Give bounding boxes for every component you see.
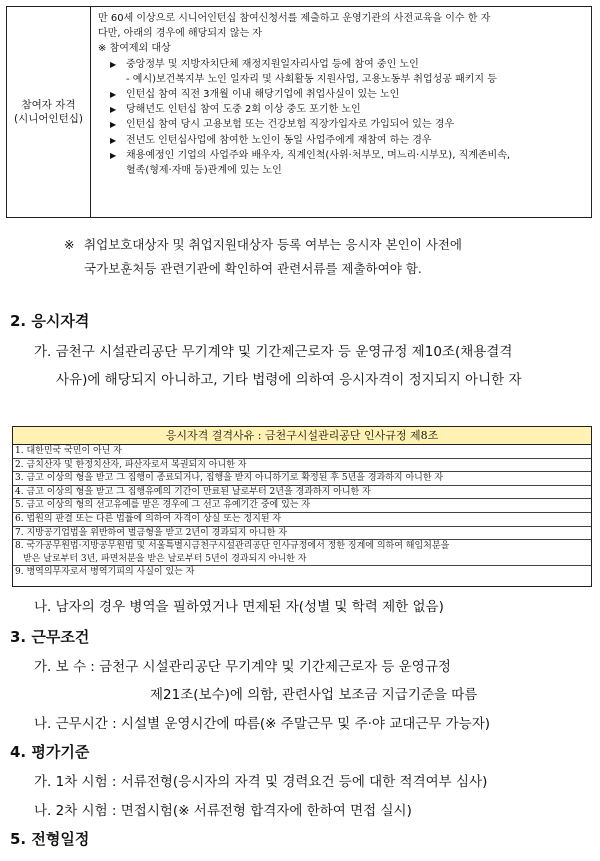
exclusion-item: - 예시)보건복지부 노인 일자리 및 사회활동 지원사업, 고용노동부 취업성공 패키지 등 — [126, 73, 497, 85]
exclusion-item: ▶ 당해년도 인턴십 참여 도중 2회 이상 중도 포기한 노인 — [98, 102, 585, 117]
qualification-label-cell — [7, 7, 91, 217]
participant-qualification-table — [6, 6, 592, 218]
section-heading: 2. 응시자격 — [10, 312, 90, 330]
intro-text: 만 60세 이상으로 시니어인턴십 참여신청서를 제출하고 운영기관의 사전교육을 이수 한 자 — [98, 13, 491, 24]
triangle-bullet-icon: ▶ — [110, 120, 117, 130]
triangle-bullet-icon: ▶ — [110, 59, 117, 69]
section-line: 나. 남자의 경우 병역을 필하였거나 면제된 자(성별 및 학력 제한 없음) — [34, 599, 444, 615]
triangle-bullet-icon: ▶ — [110, 135, 117, 145]
exclusion-title: ※ 참여제외 대상 — [98, 43, 171, 55]
section-line: 가. 1차 시험 : 서류전형(응시자의 자격 및 경력요건 등에 대한 적격여부 심사) — [34, 774, 488, 790]
section-heading: 3. 근무조건 — [10, 628, 90, 646]
qualification-label: 참여자 자격 — [21, 99, 76, 111]
qualification-sublabel: (시니어인턴십) — [13, 113, 84, 125]
notice-line: 취업보호대상자 및 취업지원대상자 등록 여부는 응시자 본인이 사전에 — [84, 237, 462, 252]
table-row: 1. 대한민국 국민이 아닌 자 — [13, 445, 591, 459]
section-line: 사유)에 해당되지 아니하고, 기타 법령에 의하여 응시자격이 정지되지 아니한 자 — [56, 372, 522, 388]
disqualification-table-title: 응시자격 결격사유 : 금천구시설관리공단 인사규정 제8조 — [13, 427, 591, 445]
exclusion-item: ▶ 전년도 인턴십사업에 참여한 노인이 동일 사업주에게 재참여 하는 경우 — [98, 133, 585, 148]
table-row: 7. 지방공기업법을 위반하여 벌금형을 받고 2년이 경과되지 아니한 자 — [13, 527, 591, 541]
notice-line: 국가보훈처등 관련기관에 확인하여 관련서류를 제출하여야 함. — [84, 261, 422, 276]
reference-mark: ※ — [64, 237, 75, 252]
section-heading: 5. 전형일정 — [10, 830, 90, 848]
section-line: 가. 보 수 : 금천구 시설관리공단 무기계약 및 기간제근로자 등 운영규정 — [34, 659, 451, 675]
notice-paragraph — [64, 233, 584, 281]
section-line: 제21조(보수)에 의함, 관련사업 보조금 지급기준을 따름 — [150, 687, 478, 703]
table-row: 4. 금고 이상의 형을 받고 그 집행유예의 기간이 만료된 날로부터 2년을 경과하지 아니한 자 — [13, 486, 591, 500]
exclusion-item: ▶ 인턴십 참여 당시 고용보험 또는 건강보험 직장가입자로 가입되어 있는 경우 — [98, 117, 585, 132]
table-row: 8. 국가공무원법·지방공무원법 및 서울특별시금천구시설관리공단 인사규정에서 정한 징계에 의하여 해임처분을 — [15, 541, 450, 552]
table-row: 5. 금고 이상의 형의 선고유예를 받은 경우에 그 선고 유예기간 중에 있는 자 — [13, 499, 591, 513]
intro-text: 다만, 아래의 경우에 해당되지 않는 자 — [98, 28, 262, 40]
section-line: 나. 근무시간 : 시설별 운영시간에 따름(※ 주말근무 및 주·야 교대근무 가능자) — [34, 716, 491, 732]
table-row: 3. 금고 이상의 형을 받고 그 집행이 종료되거나, 집행을 받지 아니하기로 확정된 후 5년을 경과하지 아니한 자 — [13, 472, 591, 486]
triangle-bullet-icon: ▶ — [110, 105, 117, 115]
table-row: 9. 병역의무자로서 병역기피의 사실이 있는 자 — [15, 567, 195, 578]
exclusion-item: ▶ 채용예정인 기업의 사업주와 배우자, 직계인척(사위·처부모, 며느리·시부모), 직계존비속, — [98, 148, 585, 163]
triangle-bullet-icon: ▶ — [110, 150, 117, 160]
exclusion-item: ▶ 인턴십 참여 직전 3개월 이내 해당기업에 취업사실이 있는 노인 — [98, 87, 585, 102]
triangle-bullet-icon: ▶ — [110, 90, 117, 100]
section-heading: 4. 평가기준 — [10, 743, 90, 761]
disqualification-table — [12, 426, 592, 587]
table-row: 6. 법원의 판결 또는 다른 법률에 의하여 자격이 상실 또는 정지된 자 — [13, 513, 591, 527]
section-line: 나. 2차 시험 : 면접시험(※ 서류전형 합격자에 한하여 면접 실시) — [34, 803, 412, 819]
exclusion-item: 혈족(형제·자매 등)관계에 있는 노인 — [126, 165, 282, 177]
table-row: 받은 날로부터 3년, 파면처분을 받은 날로부터 5년이 경과되지 아니한 자 — [13, 553, 591, 567]
section-line: 가. 금천구 시설관리공단 무기계약 및 기간제근로자 등 운영규정 제10조(채용결격 — [34, 344, 513, 360]
qualification-content-cell — [91, 7, 591, 217]
table-row: 2. 금치산자 및 한정치산자, 파산자로서 복권되지 아니한 자 — [13, 459, 591, 473]
exclusion-item: ▶ 중앙정부 및 지방자치단체 재정지원일자리사업 등에 참여 중인 노인 — [98, 57, 585, 72]
